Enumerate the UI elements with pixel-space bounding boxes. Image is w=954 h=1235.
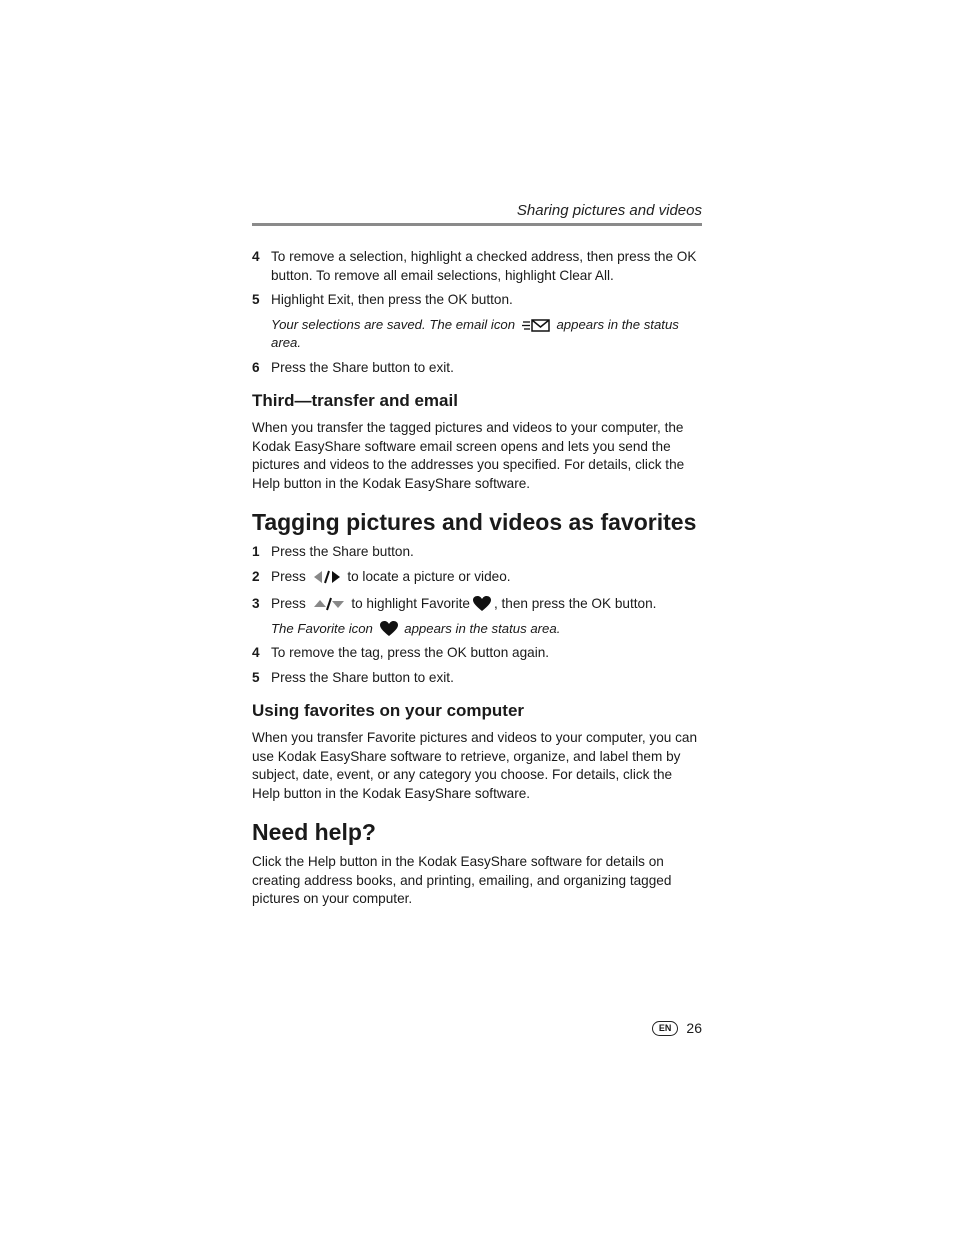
- up-down-arrows-icon: [313, 597, 345, 611]
- favorite-heart-icon: [380, 621, 398, 637]
- step-text-part: to highlight Favorite: [351, 596, 470, 611]
- paragraph: Click the Help button in the Kodak EasyShare software for details on creating address books, and printing, emailing, and organizing tagged pictures on your computer.: [252, 854, 672, 906]
- note-text: appears in the status area.: [404, 620, 561, 636]
- step-number: 5: [252, 292, 260, 307]
- step-text: [271, 568, 702, 587]
- step-number: 3: [252, 596, 260, 611]
- note-text: Your selections are saved. The email icon: [271, 316, 516, 332]
- step-number: 1: [252, 544, 260, 559]
- step-text-part: to locate a picture or video.: [347, 568, 511, 584]
- favorite-heart-icon: [473, 596, 491, 612]
- email-icon: [522, 319, 550, 332]
- step-item: [252, 595, 702, 614]
- step-item: [252, 644, 702, 663]
- paragraph: When you transfer the tagged pictures and videos to your computer, the Kodak EasyShare software email screen opens and lets you send the pictures and videos to the addresses you specified. For details, click the Help button in the Kodak EasyShare software.: [252, 420, 685, 491]
- step-number: 5: [252, 669, 260, 685]
- step-text: Press the Share button to exit.: [271, 359, 454, 375]
- step-text-part: Press: [271, 596, 306, 611]
- step-item: [252, 543, 702, 562]
- header-rule: [252, 223, 702, 226]
- content: [252, 248, 702, 915]
- note: [271, 620, 702, 639]
- note-text: The Favorite icon: [271, 620, 373, 636]
- section-title: Tagging pictures and videos as favorites: [252, 509, 697, 535]
- step-text: Press the Share button.: [271, 544, 414, 559]
- step-text: [271, 595, 702, 614]
- step-item: [252, 291, 702, 310]
- left-right-arrows-icon: [313, 570, 341, 584]
- section-heading: Third—transfer and email: [252, 391, 458, 410]
- step-text: To remove a selection, highlight a checked address, then press the OK button. To remove all email selections, highlight Clear All.: [271, 249, 697, 283]
- language-badge: EN: [652, 1021, 679, 1036]
- note: [271, 316, 702, 353]
- step-text: To remove the tag, press the OK button again.: [271, 645, 550, 660]
- step-text-part: , then press the OK button.: [493, 596, 657, 611]
- step-number: 4: [252, 249, 260, 264]
- section-heading: Using favorites on your computer: [252, 701, 525, 720]
- step-item: [252, 248, 702, 285]
- step-item: [252, 669, 702, 688]
- paragraph: When you transfer Favorite pictures and videos to your computer, you can use Kodak EasyShare software to retrieve, organize, and label them by subject, date, event, or any category you choose. For details, click the Help button in the Kodak EasyShare software.: [252, 730, 698, 801]
- step-text-part: Press: [271, 568, 306, 584]
- step-item: [252, 568, 702, 587]
- step-number: 2: [252, 568, 260, 584]
- running-head: Sharing pictures and videos: [516, 202, 702, 219]
- step-number: 4: [252, 645, 260, 660]
- note-text: appears in the status area.: [271, 316, 679, 350]
- section-title: Need help?: [252, 819, 376, 845]
- step-text: Press the Share button to exit.: [271, 669, 454, 685]
- step-item: [252, 359, 702, 378]
- step-text: Highlight Exit, then press the OK button.: [271, 292, 513, 307]
- page-number: 26: [686, 1020, 702, 1036]
- page-footer: [252, 1020, 702, 1036]
- step-number: 6: [252, 359, 260, 375]
